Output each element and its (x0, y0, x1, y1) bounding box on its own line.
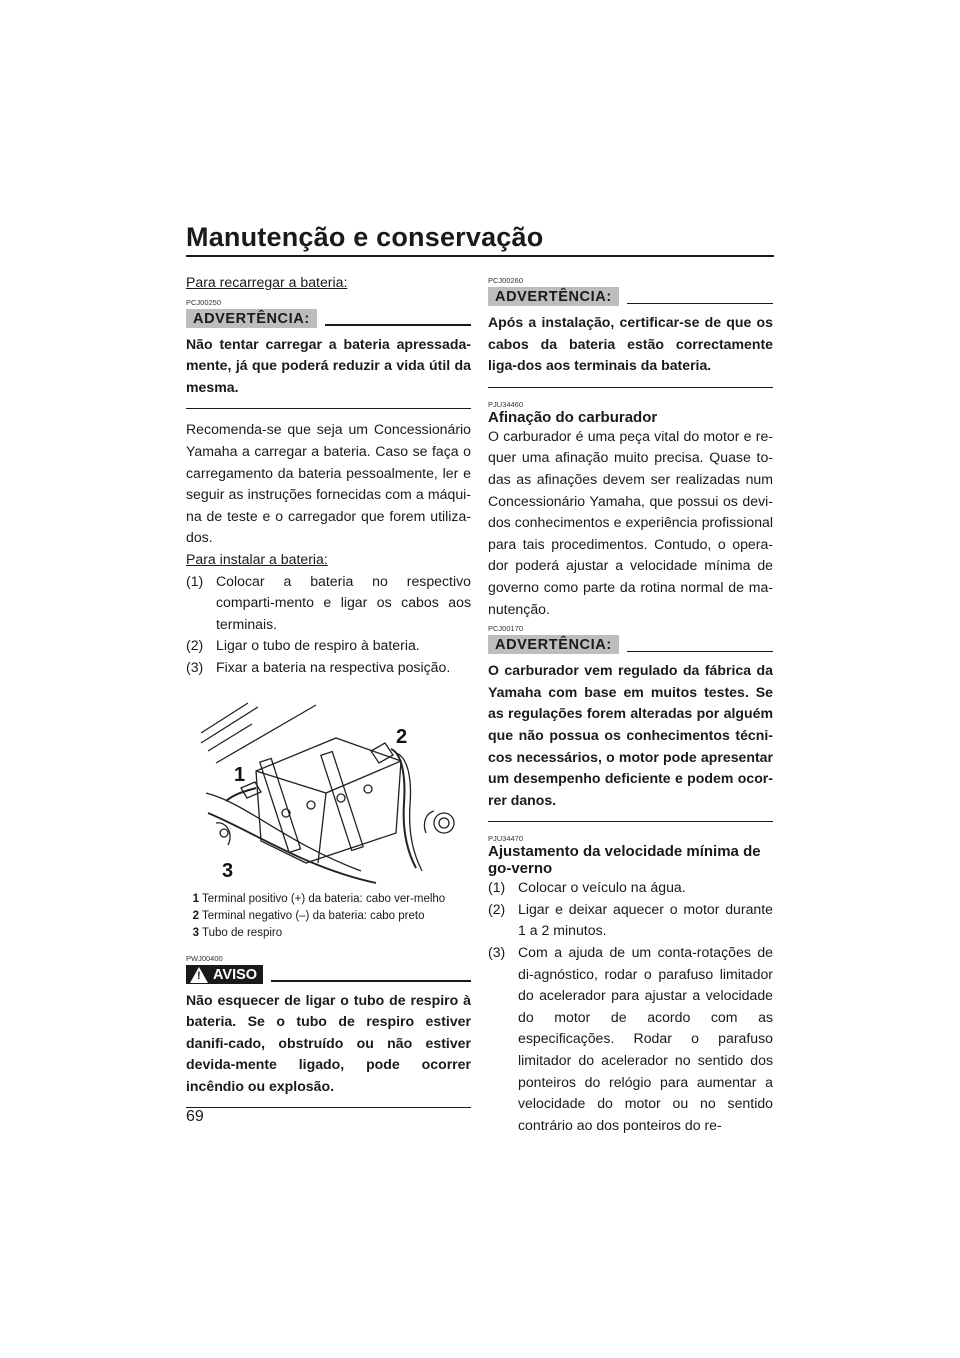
list-item: (2) Ligar e deixar aquecer o motor durante 1 a 2 minutos. (488, 900, 773, 939)
left-column (186, 272, 471, 1108)
page-number: 69 (186, 1108, 204, 1125)
warning-rule (627, 303, 773, 305)
warning-triangle-icon: ! (190, 967, 208, 983)
battery-figure (186, 693, 471, 888)
list-item: (1) Colocar a bateria no respectivo comparti-mento e ligar os cabos aos terminais. (186, 572, 471, 632)
warning-header (488, 635, 773, 654)
warning-header (186, 309, 471, 328)
warning-label: ADVERTÊNCIA: (488, 635, 619, 654)
warning-text: Não tentar carregar a bateria apressada-mente, já que poderá reduzir a vida útil da mesma. (186, 334, 471, 410)
carburetor-section-title: Afinação do carburador (488, 408, 658, 426)
title-rule (186, 255, 774, 257)
carburetor-paragraph: O carburador é uma peça vital do motor e re-quer uma afinação muito precisa. Quase to-das as afinações devem ser realizadas num Concessionário Yamaha, que possui os devi-dos conhecimentos e experiência profissional para tais procedimentos. Contudo, o opera-dor poderá ajustar a velocidade mínima de governo como parte da rotina normal de ma-nutenção. (488, 427, 773, 617)
page-title: Manutenção e conservação (186, 222, 544, 252)
list-item: (2) Ligar o tubo de respiro à bateria. (186, 637, 420, 654)
aviso-rule (271, 980, 471, 982)
idle-steps (488, 877, 773, 1136)
install-steps (186, 571, 471, 679)
warning-header (488, 287, 773, 306)
legend-item: 3 Tubo de respiro (192, 926, 283, 939)
battery-illustration (186, 693, 471, 888)
warning-text: Após a instalação, certificar-se de que os cabos da bateria estão correctamente liga-dos aos terminais da bateria. (488, 312, 773, 388)
legend-item: 2 Terminal negativo (–) da bateria: cabo preto (192, 909, 425, 922)
warning-rule (325, 324, 471, 326)
idle-section-title: Ajustamento da velocidade mínima de go-verno (488, 843, 761, 878)
aviso-header (186, 965, 471, 984)
warning-label: ADVERTÊNCIA: (488, 287, 619, 306)
install-heading: Para instalar a bateria: (186, 550, 328, 567)
legend-item: 1 Terminal positivo (+) da bateria: cabo ver-melho (192, 892, 446, 905)
warning-rule (627, 651, 773, 653)
right-column (488, 272, 773, 1136)
recharge-paragraph: Recomenda-se que seja um Concessionário Yamaha a carregar a bateria. Caso se faça o carregamento da bateria pessoalmente, ler e seguir as instruções fornecidas com a máqui-na de teste e o carregador que forem utiliza-dos. (186, 421, 471, 546)
section-code: PJU34460 (488, 399, 524, 409)
callout-3: 3 (222, 859, 234, 882)
warning-code: PCJ00170 (488, 624, 524, 634)
list-item: (3) Com a ajuda de um conta-rotações de di-agnóstico, rodar o parafuso limitador do acelerador para ajustar a velocidade do motor de acordo com as especificações. Rodar o parafuso limitador do acelerador no sentido dos ponteiros do relógio para aumentar a velocidade do motor ou no sentido contrário ao dos ponteiros do re- (488, 944, 773, 1133)
callout-1: 1 (234, 763, 246, 786)
warning-text: O carburador vem regulado da fábrica da Yamaha com base em muitos testes. Se as regulações forem alteradas por alguém que não possua os conhecimentos técni-cos necessários, o motor pode apresentar um desempenho deficiente e podem ocor-rer danos. (488, 660, 773, 822)
recharge-heading: Para recarregar a bateria: (186, 274, 348, 290)
warning-code: PCJ00260 (488, 276, 524, 285)
aviso-label: ! AVISO (186, 965, 263, 984)
section-code: PJU34470 (488, 834, 524, 844)
warning-code: PCJ00250 (186, 297, 222, 307)
callout-2: 2 (396, 725, 408, 748)
aviso-text: Não esquecer de ligar o tubo de respiro à bateria. Se o tubo de respiro estiver danifi-cado, obstruído ou não estiver devida-mente ligado, pode ocorrer incêndio ou explosão. (186, 990, 471, 1109)
list-item: (1) Colocar o veículo na água. (488, 879, 686, 896)
list-item: (3) Fixar a bateria na respectiva posição. (186, 658, 451, 675)
figure-legend (186, 892, 471, 940)
warning-label: ADVERTÊNCIA: (186, 309, 317, 328)
aviso-code: PWJ00400 (186, 953, 223, 963)
